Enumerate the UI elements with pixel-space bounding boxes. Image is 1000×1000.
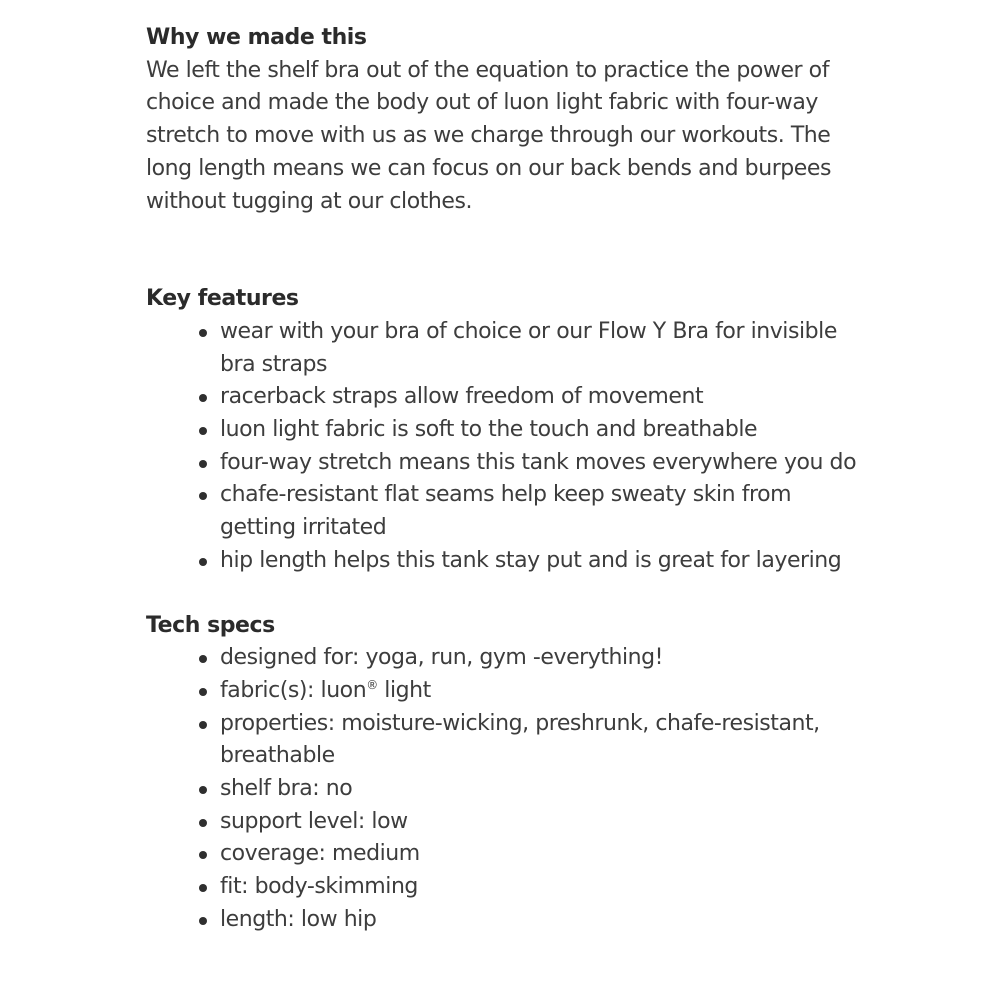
feature-item: chafe-resistant flat seams help keep sweaty skin from getting irritated <box>146 479 866 544</box>
feature-item: four-way stretch means this tank moves everywhere you do <box>146 447 866 480</box>
spec-item: coverage: medium <box>146 838 866 871</box>
why-paragraph: We left the shelf bra out of the equation to practice the power of choice and made the body out of luon light fabric with four-way stretch to move with us as we charge through our workouts. The long length means we can focus on our back bends and burpees without tugging at our clothes. <box>146 57 831 214</box>
feature-item: hip length helps this tank stay put and is great for layering <box>146 545 866 578</box>
key-features-list <box>146 316 866 578</box>
feature-item: luon light fabric is soft to the touch and breathable <box>146 414 866 447</box>
product-details <box>146 22 866 937</box>
why-we-made-this-section <box>146 22 866 218</box>
spec-item: designed for: yoga, run, gym -everything! <box>146 642 866 675</box>
spec-item: length: low hip <box>146 904 866 937</box>
spec-item: shelf bra: no <box>146 773 866 806</box>
registered-mark: ® <box>366 677 378 692</box>
feature-item: racerback straps allow freedom of movement <box>146 381 866 414</box>
tech-specs-list <box>146 642 866 936</box>
why-heading: Why we made this <box>146 25 367 50</box>
tech-specs-heading: Tech specs <box>146 612 275 638</box>
spec-item: fit: body-skimming <box>146 871 866 904</box>
key-features-section <box>146 283 866 577</box>
spec-item: support level: low <box>146 806 866 839</box>
spec-item: properties: moisture-wicking, preshrunk, chafe-resistant, breathable <box>146 708 866 773</box>
tech-specs-section <box>146 610 866 937</box>
feature-item: wear with your bra of choice or our Flow Y Bra for invisible bra straps <box>146 316 866 381</box>
spec-fabric-label: fabric(s): luon <box>220 677 367 703</box>
spec-fabric-suffix: light <box>384 677 431 703</box>
spec-item-fabric <box>146 675 866 708</box>
key-features-heading: Key features <box>146 286 299 312</box>
